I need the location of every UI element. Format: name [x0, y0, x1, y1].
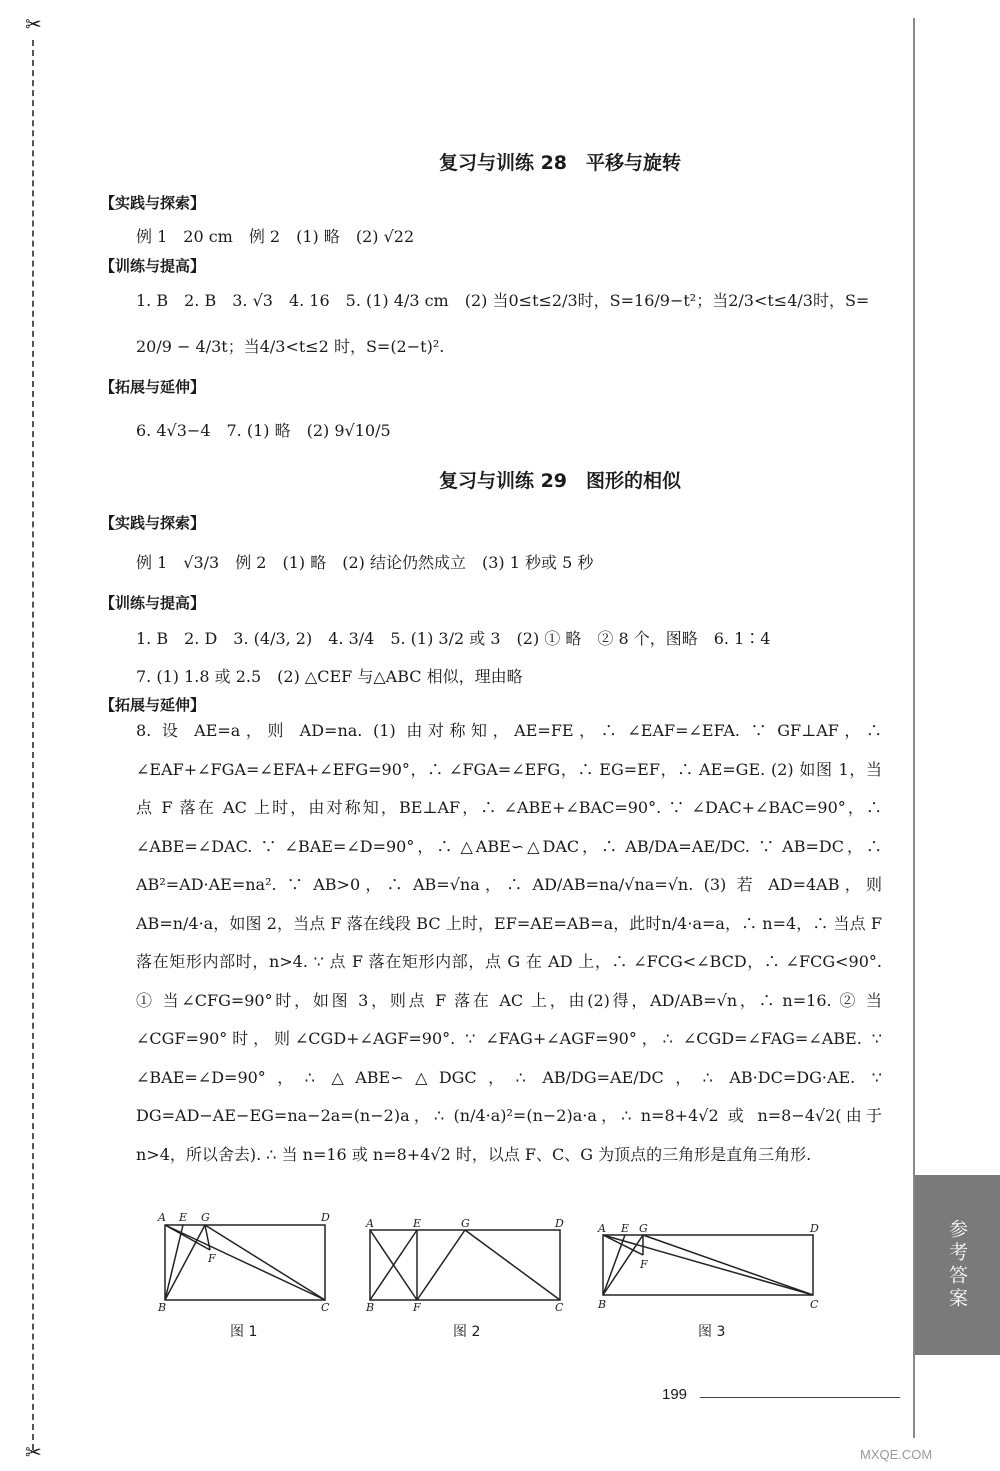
figure-3-drawing — [603, 1235, 813, 1295]
point-label: E — [621, 1222, 630, 1235]
extension-heading: 【拓展与延伸】 — [100, 696, 206, 714]
section-title: 复习与训练 29 图形的相似 — [438, 470, 682, 492]
point-label: D — [321, 1211, 330, 1224]
practice-heading: 【实践与探索】 — [100, 514, 206, 532]
figure-1-drawing — [165, 1225, 325, 1300]
point-label: D — [555, 1217, 564, 1230]
side-tab-label: 参考答案 — [946, 1219, 968, 1311]
point-label: A — [158, 1211, 166, 1224]
practice-answers: 例 1 √3/3 例 2 (1) 略 (2) 结论仍然成立 (3) 1 秒或 5 秒 — [136, 553, 594, 572]
point-label: A — [598, 1222, 606, 1235]
figure-caption: 图 3 — [698, 1324, 726, 1340]
point-label: F — [208, 1252, 216, 1265]
training-answers-line: 20/9 − 4/3t；当4/3<t≤2 时，S=(2−t)². — [136, 337, 445, 356]
extension-solution: 8. 设 AE=a，则 AD=na. (1) 由对称知，AE=FE，∴ ∠EAF=∠EFA. ∵ GF⊥AF，∴ ∠EAF+∠FGA=∠EFA+∠EFG=90°，∴ ∠FGA=∠EFG，∴ EG=EF，∴ AE=GE. (2) 如图 1，当点 F 落在 AC 上时，由对称知，BE⊥AF，∴ ∠ABE+∠BAC=90°. ∵ ∠DAC+∠BAC=90°，∴ ∠ABE=∠DAC. ∵ ∠BAE=∠D=90°，∴ △ABE∽△DAC，∴ AB/DA=AE/DC. ∵ AB=DC，∴ AB²=AD·AE=na². ∵ AB>0，∴ AB=√na，∴ AD/AB=na/√na=√n. (3) 若 AD=4AB，则 AB=n/4·a，如图 2，当点 F 落在线段 BC 上时，EF=AE=AB=a，此时n/4·a=a，∴ n=4，∴ 当点 F 落在矩形内部时，n>4. ∵ 点 F 落在矩形内部，点 G 在 AD 上，∴ ∠FCG<∠BCD，∴ ∠FCG<90°. ① 当∠CFG=90°时，如图 3，则点 F 落在 AC 上，由(2)得，AD/AB=√n，∴ n=16. ② 当∠CGF=90°时，则∠CGD+∠AGF=90°. ∵ ∠FAG+∠AGF=90°，∴ ∠CGD=∠FAG=∠ABE. ∵ ∠BAE=∠D=90°，∴ △ABE∽△DGC，∴ AB/DG=AE/DC，∴ AB·DC=DG·AE. ∵ DG=AD−AE−EG=na−2a=(n−2)a，∴ (n/4·a)²=(n−2)a·a，∴ n=8+4√2 或 n=8−4√2(由于n>4，所以舍去). ∴ 当 n=16 或 n=8+4√2 时，以点 F、C、G 为顶点的三角形是直角三角形. — [136, 721, 882, 1164]
cut-line — [32, 40, 34, 1450]
scissors-icon: ✂ — [25, 12, 42, 36]
point-label: C — [321, 1301, 330, 1314]
practice-heading: 【实践与探索】 — [100, 194, 206, 212]
point-label: E — [413, 1217, 422, 1230]
point-label: C — [810, 1298, 819, 1311]
extension-answers: 6. 4√3−4 7. (1) 略 (2) 9√10/5 — [136, 421, 391, 440]
section-title: 复习与训练 28 平移与旋转 — [438, 152, 682, 174]
extension-heading: 【拓展与延伸】 — [100, 378, 206, 396]
point-label: G — [201, 1211, 210, 1224]
point-label: G — [461, 1217, 470, 1230]
figure-2-drawing — [370, 1230, 560, 1300]
scissors-icon: ✂ — [25, 1440, 42, 1464]
point-label: B — [366, 1301, 375, 1314]
figure-caption: 图 2 — [453, 1324, 481, 1340]
training-heading: 【训练与提高】 — [100, 594, 206, 612]
point-label: C — [555, 1301, 564, 1314]
side-tab — [915, 1175, 1000, 1355]
figures — [155, 1205, 835, 1345]
point-label: F — [640, 1258, 648, 1271]
training-heading: 【训练与提高】 — [100, 257, 206, 275]
point-label: F — [413, 1301, 421, 1314]
figure-caption: 图 1 — [230, 1324, 258, 1340]
point-label: B — [598, 1298, 607, 1311]
training-answers-line: 1. B 2. D 3. (4/3, 2) 4. 3/4 5. (1) 3/2 或 3 (2) ① 略 ② 8 个，图略 6. 1∶4 — [136, 629, 771, 648]
watermark: MXQE.COM — [860, 1447, 933, 1462]
point-label: A — [366, 1217, 374, 1230]
page-number: 199 — [662, 1386, 688, 1403]
training-answers-line: 1. B 2. B 3. √3 4. 16 5. (1) 4/3 cm (2) 当0≤t≤2/3时，S=16/9−t²；当2/3<t≤4/3时，S= — [136, 291, 870, 310]
point-label: D — [810, 1222, 819, 1235]
point-label: B — [158, 1301, 167, 1314]
training-answers-line: 7. (1) 1.8 或 2.5 (2) △CEF 与△ABC 相似，理由略 — [136, 667, 523, 686]
practice-answers: 例 1 20 cm 例 2 (1) 略 (2) √22 — [136, 227, 415, 246]
point-label: G — [639, 1222, 648, 1235]
point-label: E — [179, 1211, 188, 1224]
page-number-rule — [700, 1397, 900, 1398]
